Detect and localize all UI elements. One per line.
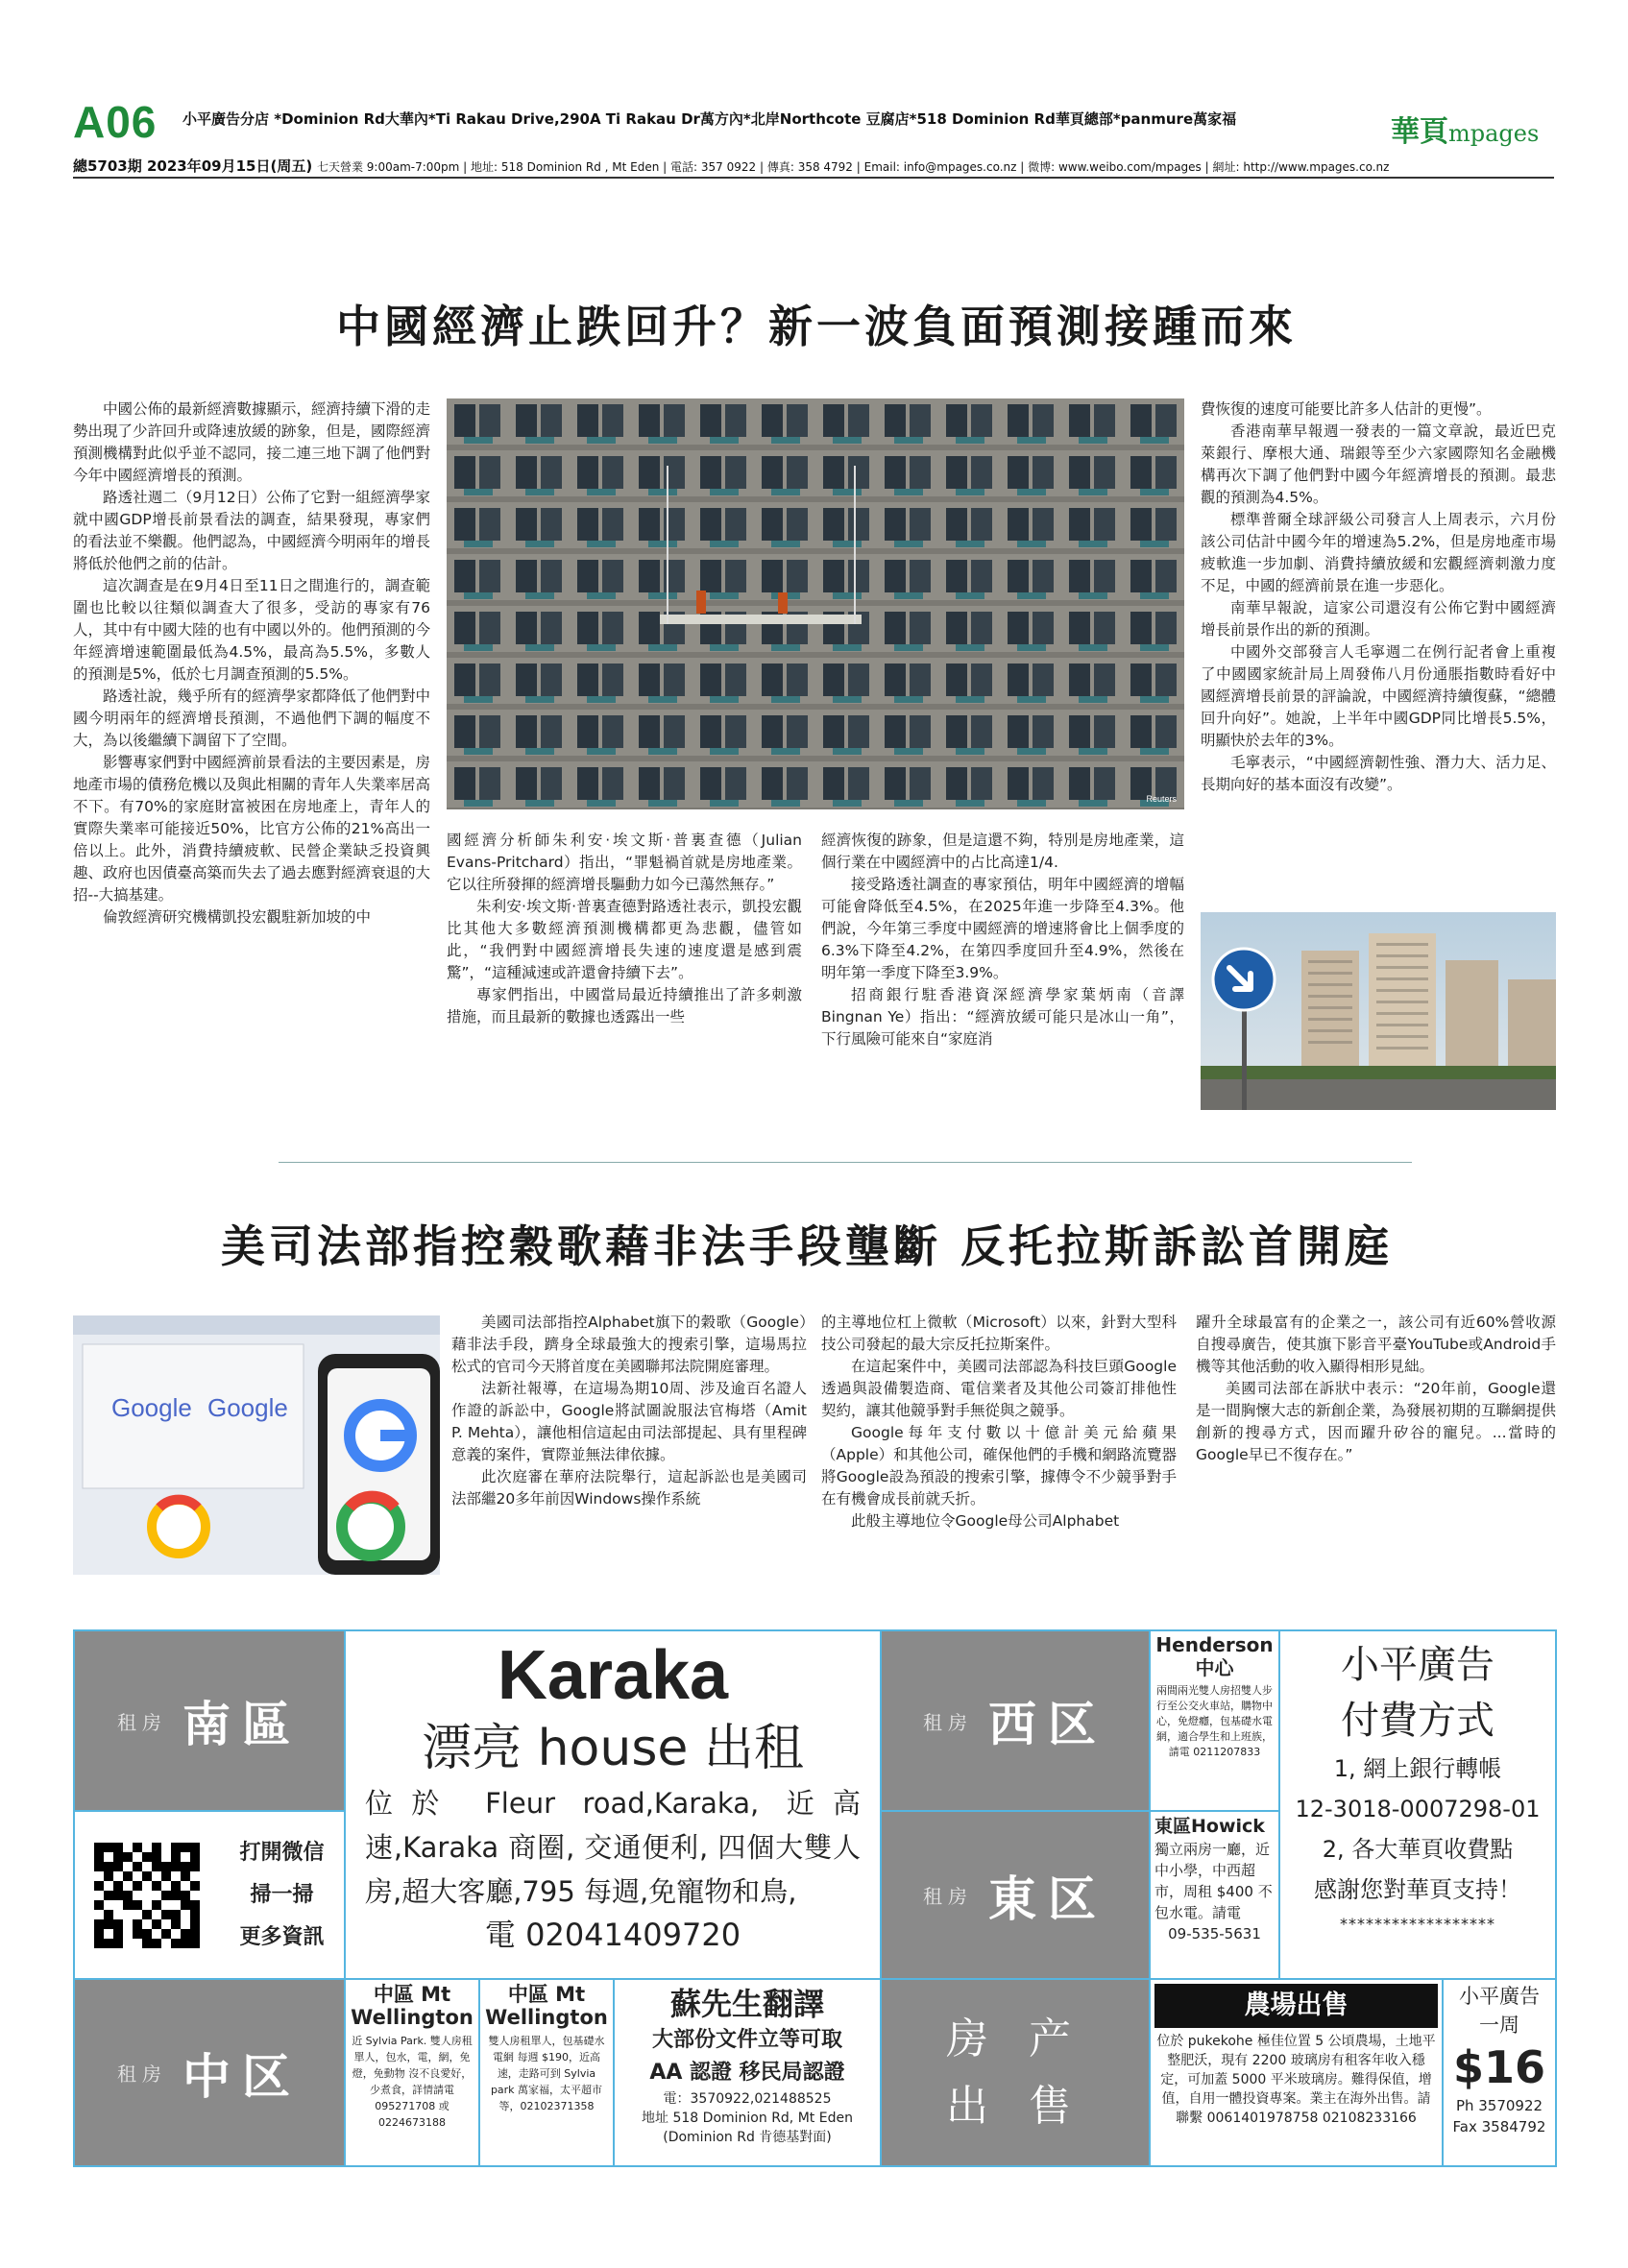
article1-headline: 中國經濟止跌回升？新一波負面預測接踵而來 — [336, 301, 1297, 352]
bank-account: 12-3018-0007298-01 — [1295, 1796, 1541, 1822]
ad-title: Henderson 中心 — [1155, 1633, 1274, 1679]
paragraph: 專家們指出，中國當局最近持續推出了許多刺激措施，而且最新的數據也透露出一些 — [447, 986, 802, 1025]
payment-stars: ****************** — [1340, 1915, 1495, 1933]
street-illustration — [1201, 912, 1556, 1110]
karaka-phone: 電 02041409720 — [484, 1917, 741, 1953]
paragraph: 這次調查是在9月4日至11日之間進行的，調查範圍也比較以往類似調查大了很多，受訪的專家有76人，其中有中國大陸的也有中國以外的。他們預測的今年經濟增速範圍最低為4.5%，最高為5.5%，多數人的預測是5%，低於七月調查預測的5.5%。 — [73, 577, 431, 683]
logo-cn: 華頁 — [1391, 115, 1448, 149]
article1-col2 — [447, 830, 802, 1028]
region-name: 南區 — [182, 1697, 302, 1752]
ad-title: 東區Howick — [1154, 1816, 1265, 1837]
price-amount: $16 — [1452, 2041, 1546, 2093]
region-south — [75, 1631, 346, 1812]
paragraph: 影響專家們對中國經濟前景看法的主要因素是，房地產市場的債務危機以及與此相關的青年人失業率居高不下。有70%的家庭財富被困在房地產上，青年人的實際失業率可能接近50%，比官方公佈的21%高出一倍以上。此外，消費持續疲軟、民營企業缺乏投資興趣、政府也因債臺高築而失去了過去應對經濟衰退的大招--大搞基建。 — [73, 754, 431, 904]
ad-address: (Dominion Rd 肯德基對面) — [663, 2130, 832, 2145]
howick-ad — [1151, 1812, 1280, 1980]
karaka-body: 位於 Fleur road,Karaka, 近高速,Karaka 商圈, 交通便利, 四個大雙人房,超大客廳,795 每週,免寵物和鳥, — [365, 1787, 861, 1908]
price-line: 小平廣告 — [1459, 1985, 1540, 2008]
property-for-sale — [882, 1980, 1151, 2165]
wechat-qr-code[interactable] — [94, 1843, 200, 1948]
ad-title: 中區 Mt Wellington — [351, 1983, 474, 2029]
region-name: 中区 — [182, 2048, 302, 2105]
ad-title: 中區 Mt Wellington — [485, 1983, 608, 2029]
region-name: 西区 — [988, 1697, 1107, 1752]
paragraph: 此次庭審在華府法院舉行，這起訴訟也是美國司法部繼20多年前因Windows操作系統 — [451, 1468, 807, 1508]
property-line: 房 产 — [946, 2014, 1084, 2063]
wechat-line: 更多資訊 — [239, 1924, 325, 1949]
region-prefix: 租房 — [923, 1710, 973, 1734]
article1-col1 — [73, 398, 430, 929]
paragraph: 毛寧表示，“中國經濟韌性強、潛力大、活力足、長期向好的基本面沒有改變”。 — [1201, 754, 1556, 793]
region-central — [75, 1980, 346, 2165]
contact-info: 七天營業 9:00am-7:00pm | 地址: 518 Dominion Rd , Mt Eden | 電話: 357 0922 | 傳真: 358 4792 | Email: info@mpages.co.nz | 微博: www.weibo.com/mpages | 網址: http://www.mpages.co.nz — [316, 160, 1390, 174]
paragraph: 費恢復的速度可能要比許多人估計的更慢”。 — [1201, 400, 1492, 418]
paragraph: 接受路透社調查的專家預估，明年中國經濟的增幅可能會降低至4.5%，在2025年進一步降至4.3%。他們說，今年第三季度中國經濟的增速將會比上個季度的6.3%下降至4.2%，在第四季度回升至4.9%，然後在明年第一季度下降至3.9%。 — [821, 876, 1184, 981]
karaka-rental-ad — [346, 1631, 882, 1980]
google-phone-photo — [73, 1315, 440, 1575]
farm-sale-ad — [1151, 1980, 1444, 2165]
payment-method: 2, 各大華頁收費點 — [1322, 1836, 1514, 1863]
article2-headline: 美司法部指控穀歌藉非法手段壟斷 反托拉斯訴訟首開庭 — [220, 1220, 1393, 1272]
region-prefix: 租房 — [923, 1885, 973, 1908]
logo-en: mpages — [1448, 120, 1540, 147]
paragraph: 香港南華早報週一發表的一篇文章說，最近巴克萊銀行、摩根大通、瑞銀等至少六家國際知名金融機構再次下調了他們對中國今年經濟增長的預測。最悲觀的預測為4.5%。 — [1201, 422, 1556, 506]
payment-title: 付費方式 — [1341, 1699, 1494, 1743]
section-divider — [279, 1162, 1412, 1163]
payment-thanks: 感謝您對華頁支持！ — [1314, 1876, 1521, 1903]
article2-col3 — [1196, 1312, 1556, 1466]
wechat-line: 掃一掃 — [250, 1882, 314, 1907]
paragraph: 標準普爾全球評級公司發言人上周表示，六月份該公司估計中國今年的增速為5.2%，但是房地產市場疲軟進一步加劇、消費持續放緩和宏觀經濟刺激力度不足，中國的經濟前景在進一步惡化。 — [1201, 511, 1556, 594]
paragraph: 招商銀行駐香港資深經濟學家葉炳南（音譯Bingnan Ye）指出：“經濟放緩可能只是冰山一角”，下行風險可能來自“家庭消 — [821, 986, 1184, 1048]
paragraph: 中國外交部發言人毛寧週二在例行記者會上重複了中國國家統計局上周發佈八月份通脹指數時看好中國經濟增長前景的評論說，中國經濟持續復蘇，“總體回升向好”。她說，上半年中國GDP同比增長5.5%，明顯快於去年的3%。 — [1201, 643, 1556, 749]
paragraph: 朱利安·埃文斯·普裏查德對路透社表示，凱投宏觀比其他大多數經濟預測機構都更為悲觀，儘管如此，“我們對中國經濟增長失速的速度還是感到震驚”，“這種減速或許還會持續下去”。 — [447, 898, 802, 981]
region-prefix: 租房 — [117, 1710, 167, 1734]
ad-phone: 09-535-5631 — [1168, 1925, 1261, 1942]
article2-col2 — [821, 1312, 1177, 1532]
price-line: 一周 — [1479, 2014, 1519, 2037]
branch-addresses: 小平廣告分店 *Dominion Rd大華內*Ti Rakau Drive,290A Ti Rakau Dr萬方內*北岸Northcote 豆腐店*518 Dominion Rd華頁總部*panmure萬家福 — [182, 110, 1237, 128]
building-illustration — [447, 398, 1184, 809]
apartment-building-photo — [447, 398, 1184, 809]
photo-credit: Reuters — [1146, 794, 1177, 804]
region-name: 東区 — [988, 1870, 1107, 1927]
paragraph: 路透社週二（9月12日）公佈了它對一組經濟學家就中國GDP增長前景看法的調查，結果發現，專家們的看法並不樂觀。他們認為，中國經濟今明兩年的增長將低於他們之前的估計。 — [73, 489, 431, 572]
wechat-line: 打開微信 — [239, 1840, 325, 1865]
ad-address: 地址 518 Dominion Rd, Mt Eden — [642, 2111, 853, 2126]
wechat-text — [239, 1832, 324, 1959]
page-number: A06 — [73, 97, 158, 147]
paragraph: 經濟恢復的跡象，但是這還不夠，特別是房地產業，這個行業在中國經濟中的占比高達1/4. — [821, 832, 1184, 871]
header-rule — [73, 177, 1554, 179]
ad-price-box — [1444, 1980, 1555, 2165]
paragraph: 在這起案件中，美國司法部認為科技巨頭Google透過與設備製造商、電信業者及其他公司簽訂排他性契約，讓其他競爭對手無從與之競爭。 — [821, 1358, 1177, 1419]
article2-col1 — [451, 1312, 807, 1510]
paragraph: 的主導地位杠上微軟（Microsoft）以來，針對大型科技公司發起的最大宗反托拉斯案件。 — [821, 1314, 1177, 1353]
ad-body: 獨立兩房一廳，近中小學，中西超市，周租 $400 不包水電。請電 — [1154, 1841, 1273, 1921]
street-highrise-photo — [1201, 912, 1556, 1110]
article1-col4 — [1201, 398, 1556, 796]
payment-methods-ad — [1280, 1631, 1555, 1980]
paragraph: 此般主導地位令Google母公司Alphabet — [851, 1512, 1120, 1530]
region-prefix: 租房 — [117, 2063, 167, 2086]
region-west — [882, 1631, 1151, 1812]
ad-body: 雙人房租單人，包基礎水電網 每週 $190，近高速，走路可到 Sylvia park 萬家福，太平超市等，02102371358 — [488, 2035, 605, 2112]
paragraph: Google每年支付數以十億計美元給蘋果（Apple）和其他公司，確保他們的手機和網路流覽器將Google設為預設的搜索引擎，據傳令不少競爭對手在有機會成長前就夭折。 — [821, 1424, 1177, 1508]
ad-line: 大部份文件立等可取 — [651, 2028, 842, 2052]
issue-date: 總5703期 2023年09月15日(周五) — [73, 157, 313, 175]
paragraph: 躍升全球最富有的企業之一，該公司有近60%營收源自搜尋廣告，使其旗下影音平臺YouTube或Android手機等其他活動的收入顯得相形見絀。 — [1196, 1314, 1556, 1375]
paragraph: 美國司法部指控Alphabet旗下的穀歌（Google）藉非法手段，躋身全球最強大的搜索引擎，這場馬拉松式的官司今天將首度在美國聯邦法院開庭審理。 — [451, 1314, 807, 1375]
article1-col3 — [821, 830, 1184, 1050]
paragraph: 國經濟分析師朱利安·埃文斯·普裏查德（Julian Evans-Pritchard）指出，“罪魁禍首就是房地產業。它以往所發揮的經濟增長驅動力如今已蕩然無存。” — [447, 832, 802, 893]
google-illustration — [73, 1315, 440, 1575]
paragraph: 美國司法部在訴狀中表示：“20年前，Google還是一間胸懷大志的新創企業，為發展初期的互聯網提供創新的搜尋方式，因而躍升矽谷的寵兒。...當時的Google早已不復存在。” — [1196, 1380, 1556, 1463]
price-fax: Fax 3584792 — [1452, 2118, 1546, 2135]
ad-line: AA 認證 移民局認證 — [649, 2061, 845, 2085]
payment-method: 1, 網上銀行轉帳 — [1333, 1755, 1502, 1782]
region-east — [882, 1812, 1151, 1980]
issue-info — [73, 156, 1389, 176]
google-wordmark-2: Google — [207, 1393, 288, 1422]
ad-title: 農場出售 — [1154, 1984, 1438, 2028]
henderson-ad — [1151, 1631, 1280, 1812]
property-line: 出 售 — [946, 2081, 1084, 2131]
paragraph: 法新社報導，在這場為期10周、涉及逾百名證人作證的訴訟中，Google將試圖說服法官梅塔（Amit P. Mehta），讓他相信這起由司法部提起、具有里程碑意義的案件，實際並無法律依據。 — [451, 1380, 807, 1463]
karaka-subtitle: 漂亮 house 出租 — [422, 1720, 804, 1777]
price-phone: Ph 3570922 — [1455, 2097, 1543, 2114]
paragraph: 南華早報說，這家公司還沒有公佈它對中國經濟增長前景作出的新的預測。 — [1201, 599, 1556, 639]
ad-body: 近 Sylvia Park. 雙人房租單人，包水，電，網，免燈，免動物 沒不良愛好，少煮食，詳情請電 095271708 或 0224673188 — [352, 2035, 473, 2129]
classifieds-box — [73, 1629, 1557, 2167]
ad-phone: 電：3570922,021488525 — [663, 2091, 832, 2107]
mt-wellington-ad-1 — [346, 1980, 480, 2165]
wechat-qr-block — [75, 1812, 346, 1980]
ad-body: 兩間兩光雙人房招雙人步行至公交火車站，購物中心，免燈癮，包基礎水電網，適合學生和上班族，請電 0211207833 — [1156, 1684, 1273, 1758]
paragraph: 路透社說，幾乎所有的經濟學家都降低了他們對中國今明兩年的經濟增長預測，不過他們下調的幅度不大，為以後繼續下調留下了空間。 — [73, 688, 431, 749]
karaka-title: Karaka — [497, 1637, 729, 1714]
ad-title: 蘇先生翻譯 — [669, 1986, 824, 2022]
mpages-logo — [1391, 108, 1539, 150]
translation-service-ad — [615, 1980, 882, 2165]
ad-body: 位於 pukekohe 極佳位置 5 公頃農場，土地平整肥沃，現有 2200 玻璃房有租客年收入穩定，可加蓋 5000 平米玻璃房。難得保值，增值，自用一體投資專案。業主在海外出售。請聯繫 0061401978758 02108233166 — [1156, 2034, 1436, 2126]
payment-title: 小平廣告 — [1341, 1643, 1494, 1687]
paragraph: 中國公佈的最新經濟數據顯示，經濟持續下滑的走勢出現了少許回升或降速放緩的跡象，但是，國際經濟預測機構對此似乎並不認同，接二連三地下調了他們對今年中國經濟增長的預測。 — [73, 400, 431, 484]
google-wordmark-1: Google — [111, 1393, 192, 1422]
mt-wellington-ad-2 — [480, 1980, 615, 2165]
paragraph: 倫敦經濟研究機構凱投宏觀駐新加坡的中 — [103, 908, 372, 926]
